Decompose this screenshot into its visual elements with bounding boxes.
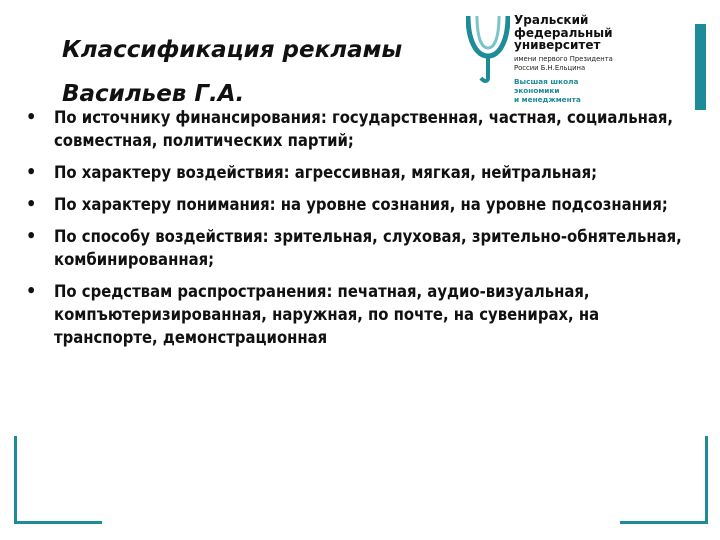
bullet-text: По средствам распространения: печатная, аудио-визуальная, компъютеризированная, наружная, по почте, на сувенирах, на транспорте, демонстрационная — [54, 282, 600, 347]
corner-bracket-bottom-left — [14, 436, 102, 524]
bullet-list — [24, 106, 696, 358]
logo-school — [514, 77, 613, 104]
slide-title — [62, 28, 402, 116]
bullet-item — [24, 280, 696, 349]
bullet-dot-icon: • — [26, 281, 37, 302]
bullet-dot-icon: • — [26, 107, 37, 128]
logo-school-line: экономики — [514, 85, 560, 95]
title-line-1: Классификация рекламы — [62, 37, 403, 63]
title-line-2: Васильев Г.А. — [62, 81, 245, 107]
bullet-item — [24, 225, 696, 271]
bullet-dot-icon: • — [26, 226, 37, 247]
accent-bar — [695, 24, 706, 110]
bullet-text: По способу воздействия: зрительная, слуховая, зрительно-обнятельная, комбинированная; — [54, 227, 682, 269]
logo-sub-line: России Б.Н.Ельцина — [514, 63, 586, 72]
logo-subtitle — [514, 55, 613, 73]
logo-text — [514, 14, 613, 104]
bullet-text: По характеру понимания: на уровне сознания, на уровне подсознания; — [54, 195, 668, 214]
bullet-text: По характеру воздействия: агрессивная, мягкая, нейтральная; — [54, 163, 598, 182]
logo-name-line: федеральный — [514, 25, 613, 40]
bullet-dot-icon: • — [26, 162, 37, 183]
corner-bracket-bottom-right — [620, 436, 708, 524]
bullet-text: По источнику финансирования: государственная, частная, социальная, совместная, политических партий; — [54, 108, 674, 150]
logo-name-line: Уральский — [514, 13, 589, 27]
bullet-item — [24, 106, 696, 152]
bullet-dot-icon: • — [26, 194, 37, 215]
logo-school-line: и менеджмента — [514, 94, 581, 104]
logo-name-line: университет — [514, 38, 601, 52]
university-logo — [466, 12, 706, 104]
bullet-item — [24, 193, 696, 216]
logo-school-line: Высшая школа — [514, 76, 579, 86]
logo-sub-line: имени первого Президента — [514, 54, 613, 63]
bullet-item — [24, 161, 696, 184]
ural-university-logo-icon — [466, 12, 510, 84]
